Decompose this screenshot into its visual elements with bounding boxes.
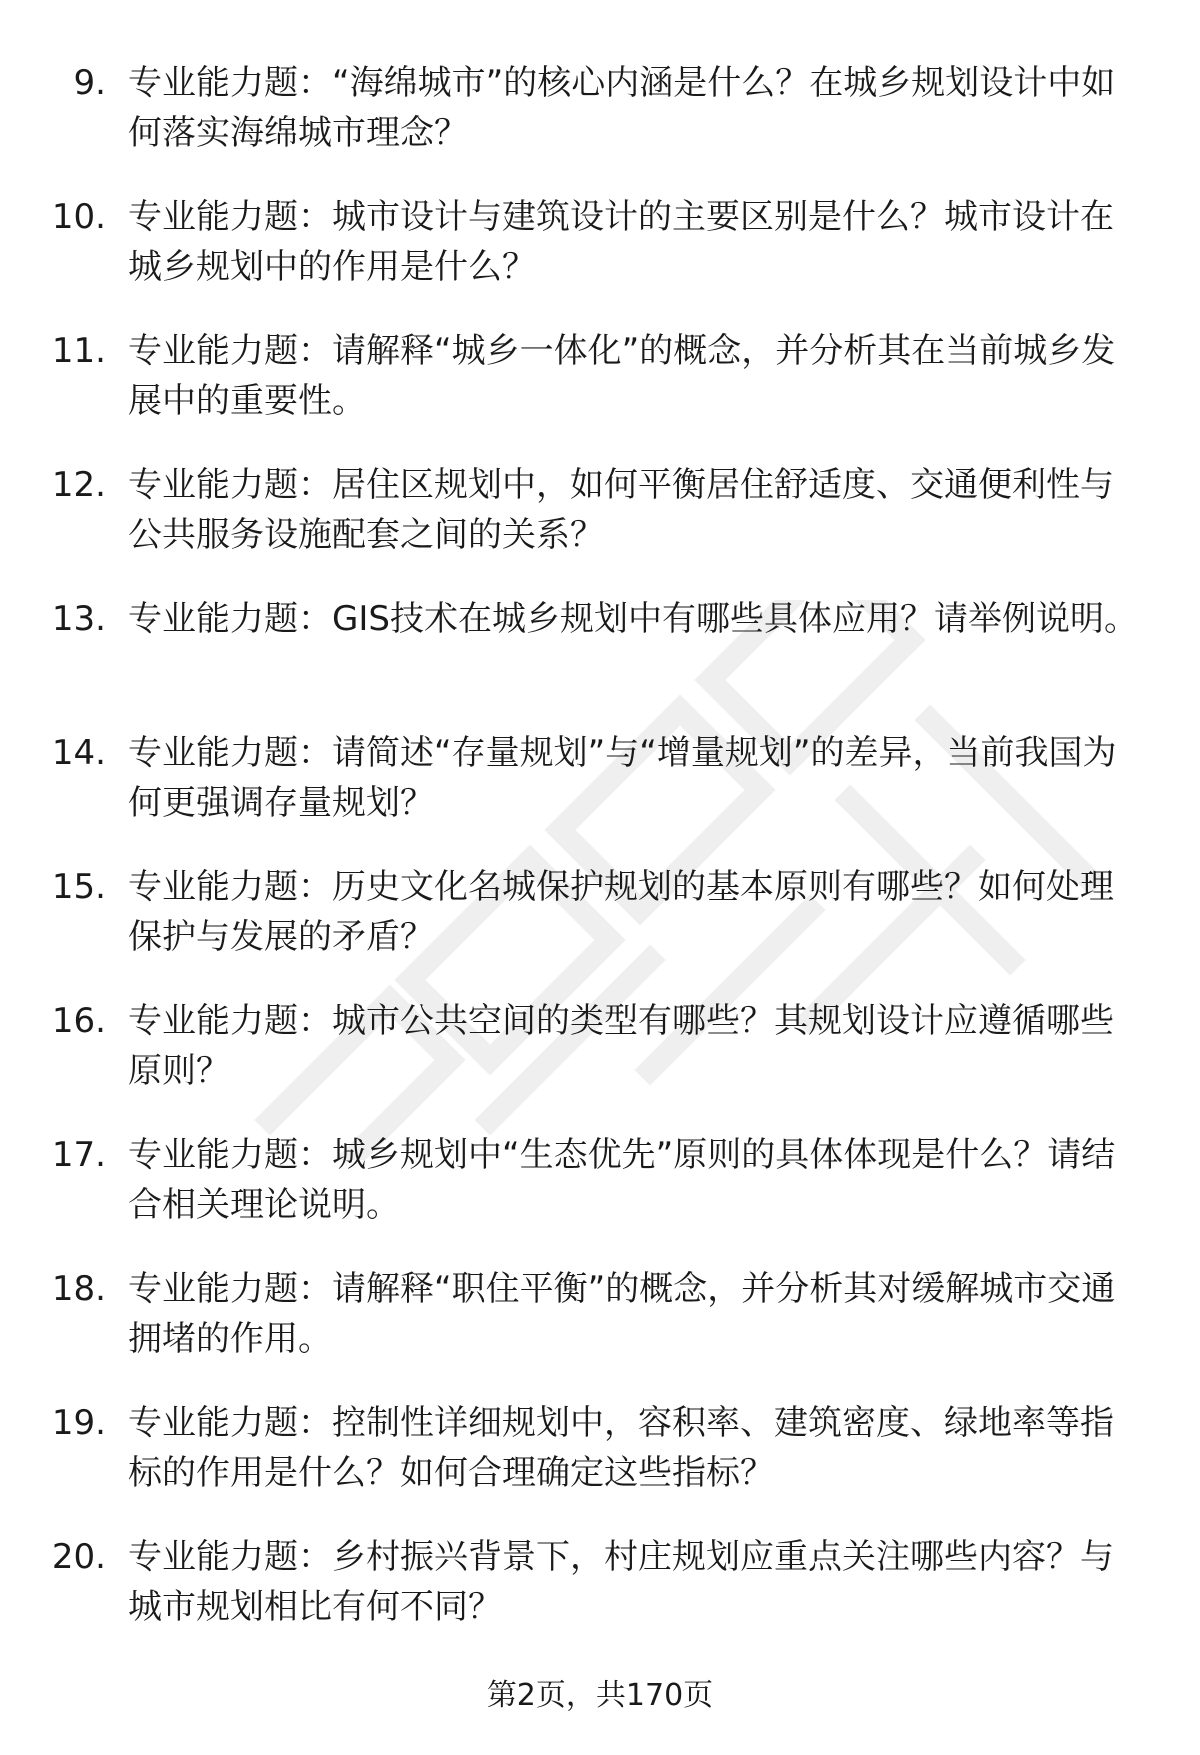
question-text: 专业能力题：请解释“职住平衡”的概念，并分析其对缓解城市交通拥堵的作用。 [128,1269,1116,1359]
question-number: 9. [73,63,106,103]
question-text: 专业能力题：“海绵城市”的核心内涵是什么？在城乡规划设计中如何落实海绵城市理念？ [128,63,1116,153]
question-text: 专业能力题：城市公共空间的类型有哪些？其规划设计应遵循哪些原则？ [128,1001,1114,1091]
question-item [0,594,1200,728]
question-text: 专业能力题：城乡规划中“生态优先”原则的具体体现是什么？请结合相关理论说明。 [128,1135,1116,1225]
question-item [0,1532,1200,1666]
question-text: 专业能力题：历史文化名城保护规划的基本原则有哪些？如何处理保护与发展的矛盾？ [128,867,1114,957]
question-item [0,192,1200,326]
question-number: 12. [51,465,106,505]
question-text: 专业能力题：GIS技术在城乡规划中有哪些具体应用？请举例说明。 [128,599,1138,639]
question-number: 17. [51,1135,106,1175]
question-number: 15. [51,867,106,907]
question-number: 13. [51,599,106,639]
question-item [0,862,1200,996]
question-text: 专业能力题：请解释“城乡一体化”的概念，并分析其在当前城乡发展中的重要性。 [128,331,1116,421]
question-text: 专业能力题：城市设计与建筑设计的主要区别是什么？城市设计在城乡规划中的作用是什么？ [128,197,1114,287]
question-item [0,1264,1200,1398]
question-item [0,728,1200,862]
question-item [0,326,1200,460]
question-text: 专业能力题：请简述“存量规划”与“增量规划”的差异，当前我国为何更强调存量规划？ [128,733,1117,823]
question-text: 专业能力题：乡村振兴背景下，村庄规划应重点关注哪些内容？与城市规划相比有何不同？ [128,1537,1114,1627]
question-number: 10. [51,197,106,237]
question-text: 专业能力题：居住区规划中，如何平衡居住舒适度、交通便利性与公共服务设施配套之间的关系？ [128,465,1114,555]
question-number: 18. [51,1269,106,1309]
question-list [0,58,1200,1666]
question-item [0,460,1200,594]
question-number: 14. [51,733,106,773]
question-text: 专业能力题：控制性详细规划中，容积率、建筑密度、绿地率等指标的作用是什么？如何合理确定这些指标？ [128,1403,1114,1493]
question-item [0,1398,1200,1532]
question-number: 20. [51,1537,106,1577]
question-item [0,996,1200,1130]
question-item [0,1130,1200,1264]
question-number: 16. [51,1001,106,1041]
question-item [0,58,1200,192]
question-number: 11. [51,331,106,371]
page-number: 第2页，共170页 [486,1678,714,1713]
question-number: 19. [51,1403,106,1443]
